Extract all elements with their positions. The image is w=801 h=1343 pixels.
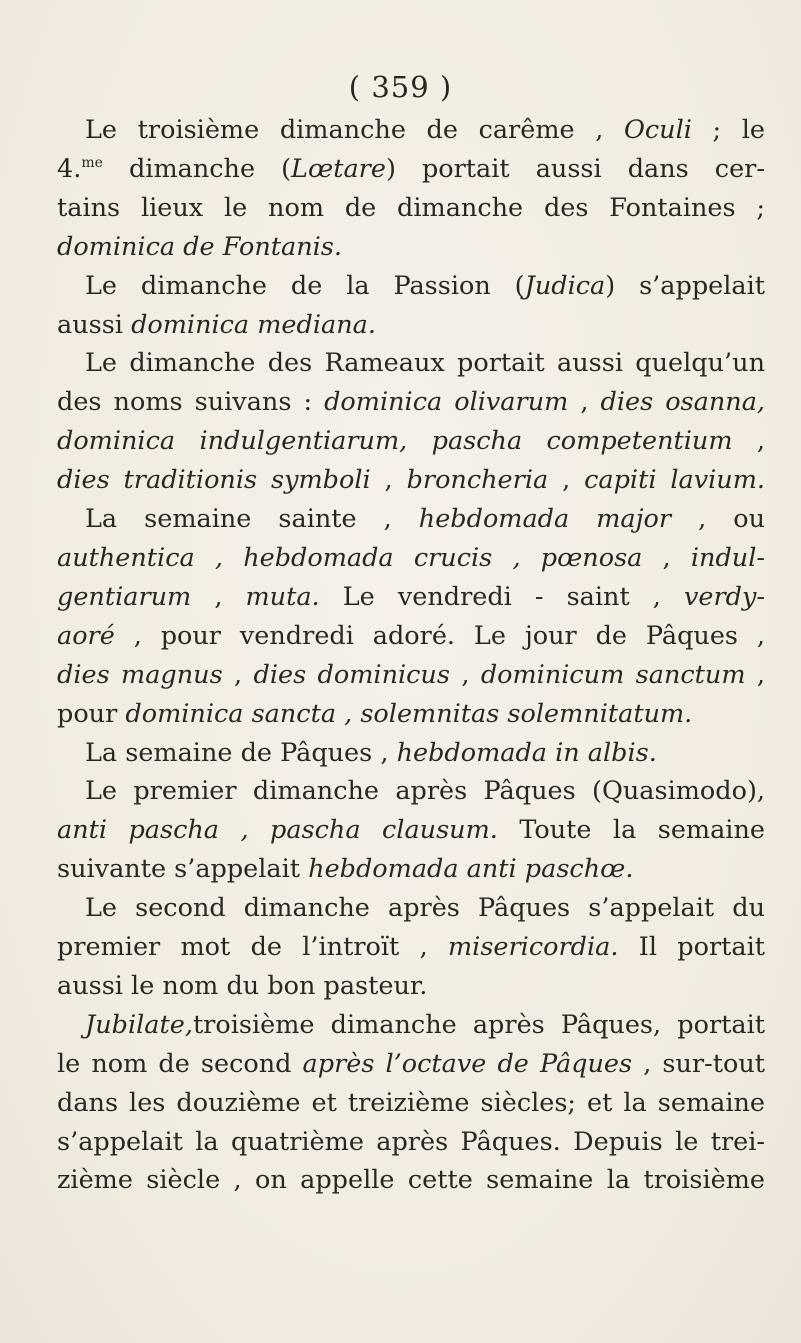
italic-run: hebdomada anti paschœ. [308,854,634,885]
italic-run: Lœtare [291,153,386,184]
text-run: Il portait [618,932,765,963]
text-run: aussi le nom du bon pasteur. [57,970,428,1001]
text-run: , [370,465,407,496]
italic-run: capiti lavium. [584,465,765,496]
text-line [57,617,765,656]
text-line [57,189,765,228]
text-run: zième siècle , on appelle cette semaine la troisième [57,1165,765,1196]
text-line [57,1123,765,1162]
text-line [57,111,765,150]
text-run: dimanche ( [102,153,292,184]
italic-run: Judica [524,270,606,301]
text-run: , [548,465,585,496]
italic-run: après l’octave de Pâques [302,1048,633,1079]
text-run: premier mot de l’introït , [57,932,448,963]
text-run: aussi [57,309,132,340]
text-run: tains lieux le nom de dimanche des Fontaines ; [57,192,765,223]
text-line [57,578,765,617]
text-run: des noms suivans : [57,387,325,418]
text-run: Le premier dimanche après Pâques (Quasimodo), [85,776,765,807]
text-run: La semaine de Pâques , [85,737,397,768]
text-run: pour [57,698,126,729]
text-run: , [568,387,601,418]
text-run: Le vendredi - saint , [319,581,684,612]
text-line [57,306,765,345]
text-line [57,1161,765,1200]
italic-run: hebdomada in albis. [396,737,657,768]
text-line [57,695,765,734]
text-line [57,811,765,850]
text-run: Toute la semaine [497,815,765,846]
text-run: , [642,542,691,573]
text-run: dans les douzième et treizième siècles; et la semaine [57,1087,765,1118]
text-run: Le troisième dimanche de carême , [85,115,624,145]
italic-run: dies traditionis symboli [57,465,371,496]
text-run: troisième dimanche après Pâques, portait [192,1009,765,1040]
text-line [57,422,765,461]
italic-run: anti pascha , pascha clausum. [57,815,498,846]
text-run: ) s’appelait [605,270,765,301]
italic-run: dominica olivarum [324,387,569,418]
italic-run: Oculi [623,115,692,145]
italic-run: indul- [690,542,765,573]
text-line [57,889,765,928]
text-line [57,461,765,500]
text-line [57,344,765,383]
text-run: , ou [671,504,765,535]
italic-run: dominica sancta , solemnitas solemnitatum. [125,698,693,729]
text-run: , [449,659,481,690]
text-run: , [191,581,246,612]
text-line [57,1045,765,1084]
italic-run: Jubilate, [85,1009,193,1040]
text-line [57,267,765,306]
text-line [57,150,765,189]
text-line [57,967,765,1006]
italic-run: broncheria [406,465,549,496]
body-text [57,111,765,1200]
italic-run: dominica mediana. [131,309,376,340]
text-line [57,1006,765,1045]
italic-run: dies osanna, [600,387,765,418]
italic-run: misericordia. [447,932,619,963]
text-run: Le dimanche des Rameaux portait aussi quelqu’un [85,348,765,379]
superscript: me [81,154,103,171]
italic-run: dominica de Fontanis. [57,231,342,262]
text-run: s’appelait la quatrième après Pâques. Depuis le trei- [57,1126,765,1157]
text-run: ) portait aussi dans cer- [385,153,765,184]
text-run: , pour vendredi adoré. Le jour de Pâques , [114,620,765,651]
text-run: La semaine sainte , [85,504,419,535]
italic-run: dominica indulgentiarum, pascha competentium [57,426,733,457]
text-run: , [732,426,765,457]
italic-run: gentiarum [57,581,192,612]
text-run: ; le [691,115,765,145]
text-run: Le second dimanche après Pâques s’appelait du [85,893,765,924]
text-line [57,539,765,578]
text-line [57,734,765,773]
italic-run: dies dominicus [253,659,450,690]
text-line [57,656,765,695]
text-line [57,928,765,967]
text-run: Le dimanche de la Passion ( [85,270,525,301]
text-line [57,850,765,889]
italic-run: dominicum sanctum [480,659,746,690]
italic-run: dies magnus [57,659,223,690]
text-run: , [745,659,765,690]
text-line [57,383,765,422]
text-run: 4. [57,153,82,184]
italic-run: verdy- [683,581,765,612]
text-line [57,228,765,267]
text-run: le nom de second [57,1048,303,1079]
page-number: ( 359 ) [348,70,453,104]
text-run: , [222,659,254,690]
italic-run: aoré [57,620,115,651]
text-line [57,772,765,811]
italic-run: muta. [245,581,320,612]
italic-run: authentica , hebdomada crucis , pœnosa [57,542,643,573]
italic-run: hebdomada major [418,504,672,535]
text-line [57,500,765,539]
text-run: suivante s’appelait [57,854,309,885]
text-line [57,1084,765,1123]
text-run: , sur-tout [632,1048,765,1079]
